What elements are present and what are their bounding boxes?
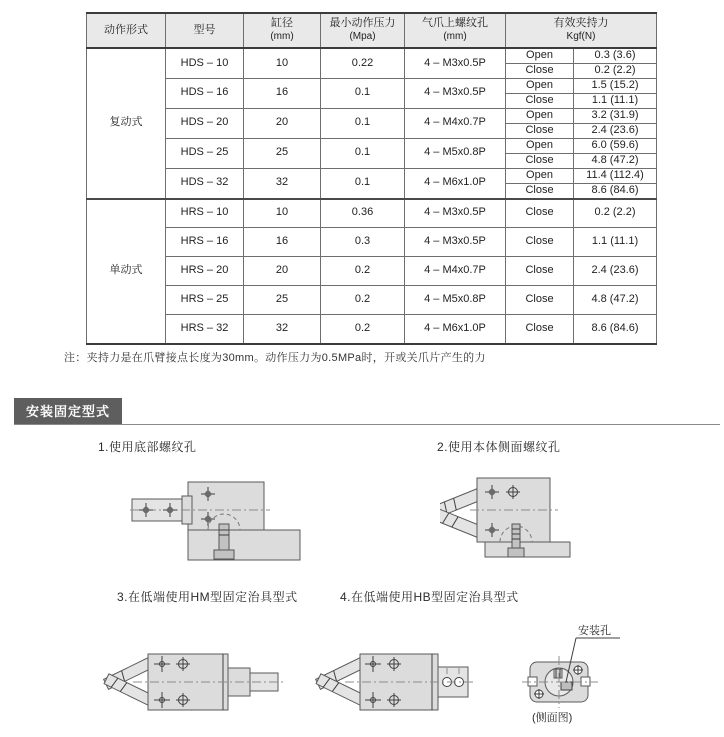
cell-open-label: Open — [506, 48, 574, 63]
gripper-body — [188, 482, 264, 530]
cell-bore: 32 — [244, 315, 321, 344]
cell-close-value: 4.8 (47.2) — [574, 286, 657, 315]
cell-bore: 25 — [244, 286, 321, 315]
cell-pressure: 0.1 — [321, 78, 405, 108]
cell-model: HRS – 16 — [166, 228, 244, 257]
cell-pressure: 0.36 — [321, 199, 405, 228]
cell-thread: 4 – M3x0.5P — [405, 228, 506, 257]
figure-side-view — [520, 620, 715, 732]
header-unit: (Mpa) — [349, 31, 376, 43]
figure2-caption: 2.使用本体侧面螺纹孔 — [437, 440, 561, 454]
header-unit: Kgf(N) — [566, 31, 596, 43]
cell-thread: 4 – M6x1.0P — [405, 168, 506, 198]
cell-open-value: 6.0 (59.6) — [574, 138, 657, 153]
cell-model: HRS – 32 — [166, 315, 244, 344]
header-unit: (mm) — [270, 31, 294, 43]
cell-open-value: 11.4 (112.4) — [574, 168, 657, 183]
header-action-type — [87, 13, 166, 48]
cell-close-value: 0.2 (2.2) — [574, 63, 657, 78]
cell-pressure: 0.2 — [321, 257, 405, 286]
header-pressure — [321, 13, 405, 48]
cell-model: HDS – 10 — [166, 48, 244, 78]
cell-close-label: Close — [506, 315, 574, 344]
table-header-row — [87, 13, 657, 48]
cell-pressure: 0.1 — [321, 138, 405, 168]
cell-close-value: 1.1 (11.1) — [574, 93, 657, 108]
cell-model: HDS – 32 — [166, 168, 244, 198]
cell-bore: 32 — [244, 168, 321, 198]
cell-thread: 4 – M5x0.8P — [405, 138, 506, 168]
cell-model: HRS – 20 — [166, 257, 244, 286]
cell-open-label: Open — [506, 108, 574, 123]
table-row — [87, 286, 657, 315]
cell-pressure: 0.2 — [321, 286, 405, 315]
header-label: 动作形式 — [104, 23, 148, 36]
side-view-caption: (侧面图) — [532, 712, 573, 724]
cell-thread: 4 – M3x0.5P — [405, 48, 506, 78]
header-label: 最小动作压力 — [329, 17, 396, 30]
figure-side-mount — [440, 462, 620, 588]
cell-bore: 16 — [244, 78, 321, 108]
cell-bore: 10 — [244, 199, 321, 228]
table-footnote: 注：夹持力是在爪臂接点长度为30mm。动作压力为0.5MPa时，开或关爪片产生的力 — [64, 352, 486, 364]
header-force — [506, 13, 657, 48]
cell-open-value: 3.2 (31.9) — [574, 108, 657, 123]
cell-close-value: 0.2 (2.2) — [574, 199, 657, 228]
cell-thread: 4 – M4x0.7P — [405, 108, 506, 138]
cell-open-label: Open — [506, 138, 574, 153]
header-thread — [405, 13, 506, 48]
table-row — [87, 138, 657, 153]
cell-bore: 20 — [244, 108, 321, 138]
base-plate — [485, 542, 570, 557]
figure-hb-jig — [310, 612, 510, 734]
cell-close-label: Close — [506, 199, 574, 228]
table-row — [87, 78, 657, 93]
header-label: 型号 — [193, 23, 216, 36]
cell-thread: 4 – M3x0.5P — [405, 78, 506, 108]
cell-pressure: 0.1 — [321, 168, 405, 198]
spec-table — [86, 12, 657, 345]
cell-model: HRS – 25 — [166, 286, 244, 315]
header-label: 气爪上螺纹孔 — [422, 17, 488, 30]
cell-pressure: 0.22 — [321, 48, 405, 78]
cell-model: HDS – 25 — [166, 138, 244, 168]
cell-close-label: Close — [506, 153, 574, 168]
table-row — [87, 48, 657, 63]
cell-close-value: 2.4 (23.6) — [574, 257, 657, 286]
cell-pressure: 0.1 — [321, 108, 405, 138]
mounting-hole-label: 安装孔 — [578, 625, 611, 637]
cell-close-label: Close — [506, 228, 574, 257]
cell-pressure: 0.3 — [321, 228, 405, 257]
cell-close-label: Close — [506, 286, 574, 315]
cell-close-value: 1.1 (11.1) — [574, 228, 657, 257]
cell-thread: 4 – M3x0.5P — [405, 199, 506, 228]
cell-open-label: Open — [506, 78, 574, 93]
header-label: 有效夹持力 — [553, 17, 609, 30]
cell-close-value: 2.4 (23.6) — [574, 123, 657, 138]
cell-thread: 4 – M6x1.0P — [405, 315, 506, 344]
table-row — [87, 168, 657, 183]
cell-close-label: Close — [506, 123, 574, 138]
cell-close-label: Close — [506, 183, 574, 198]
base-plate — [188, 530, 300, 560]
cell-open-value: 1.5 (15.2) — [574, 78, 657, 93]
cell-bore: 20 — [244, 257, 321, 286]
section-header — [14, 398, 720, 425]
header-unit: (mm) — [443, 31, 467, 43]
cell-pressure: 0.2 — [321, 315, 405, 344]
cell-close-value: 8.6 (84.6) — [574, 183, 657, 198]
cell-close-value: 4.8 (47.2) — [574, 153, 657, 168]
figure-bottom-mount — [130, 466, 310, 580]
cell-action-type: 单动式 — [87, 199, 166, 344]
figure-hm-jig — [95, 612, 295, 734]
cell-model: HDS – 16 — [166, 78, 244, 108]
cell-thread: 4 – M5x0.8P — [405, 286, 506, 315]
cell-thread: 4 – M4x0.7P — [405, 257, 506, 286]
cell-open-value: 0.3 (3.6) — [574, 48, 657, 63]
table-row — [87, 315, 657, 344]
header-model — [166, 13, 244, 48]
cell-action-type: 复动式 — [87, 48, 166, 199]
table-row — [87, 199, 657, 228]
figure1-caption: 1.使用底部螺纹孔 — [98, 440, 197, 454]
table-row — [87, 257, 657, 286]
cell-close-label: Close — [506, 63, 574, 78]
figure4-caption: 4.在低端使用HB型固定治具型式 — [340, 590, 519, 604]
cell-model: HDS – 20 — [166, 108, 244, 138]
section-title: 安装固定型式 — [14, 398, 122, 424]
cell-model: HRS – 10 — [166, 199, 244, 228]
cell-close-label: Close — [506, 93, 574, 108]
table-row — [87, 228, 657, 257]
cell-open-label: Open — [506, 168, 574, 183]
figure3-caption: 3.在低端使用HM型固定治具型式 — [117, 590, 298, 604]
keyway — [554, 669, 562, 678]
cell-close-value: 8.6 (84.6) — [574, 315, 657, 344]
header-bore — [244, 13, 321, 48]
mounting-hole — [561, 682, 572, 690]
cell-bore: 10 — [244, 48, 321, 78]
table-row — [87, 108, 657, 123]
cell-close-label: Close — [506, 257, 574, 286]
cell-bore: 16 — [244, 228, 321, 257]
header-label: 缸径 — [271, 17, 293, 30]
cell-bore: 25 — [244, 138, 321, 168]
